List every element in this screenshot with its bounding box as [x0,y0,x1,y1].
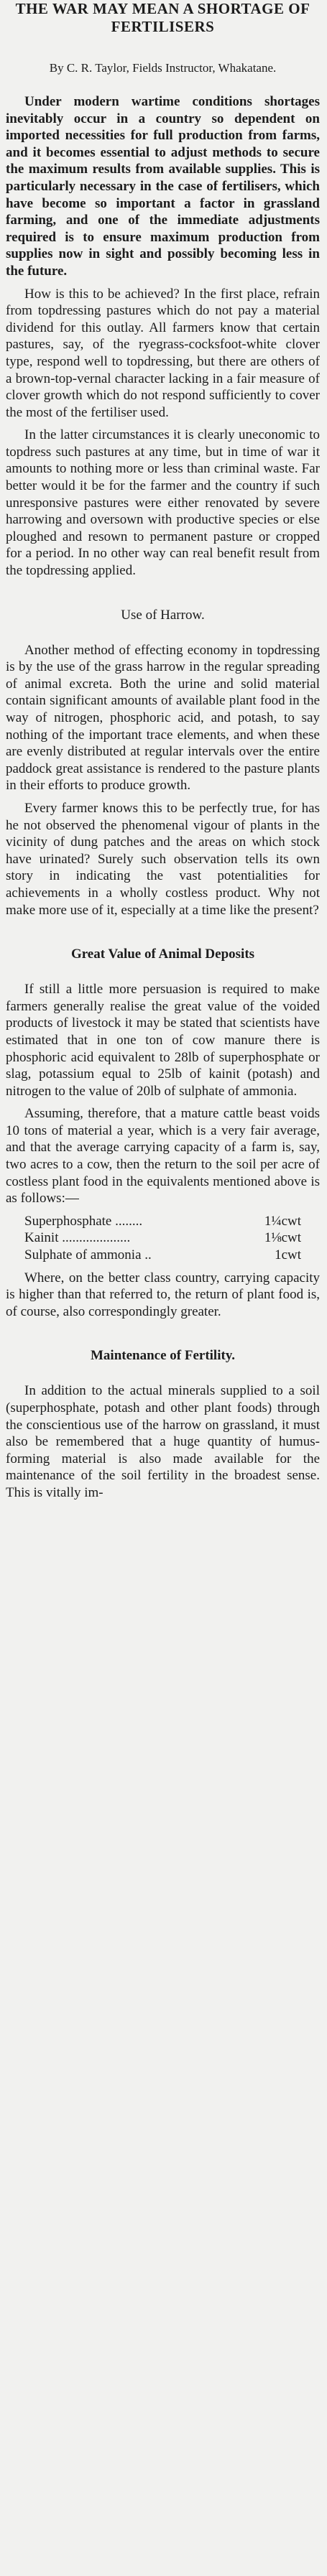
subheading-maintenance-of-fertility: Maintenance of Fertility. [90,1348,236,1364]
paragraph-3: Another method of effecting economy in topdressing is by the use of the grass harrow in the regular spreading of animal excreta. Both the urine and solid material contain significant amounts of available plant food in the way of nitrogen, phosphoric acid, and potash, to say nothing of the important trace elements, and when these are evenly distributed at regular intervals over the entire paddock great assistance is rendered to the pasture plants in their efforts to produce growth. [6,642,320,794]
table-item-value: 1⅛cwt [264,1230,301,1246]
table-item-name: Sulphate of ammonia .. [24,1247,152,1263]
table-item-value: 1¼cwt [264,1213,301,1229]
table-item-name: Superphosphate ........ [24,1213,143,1229]
table-row [6,1247,320,1264]
paragraph-6: Assuming, therefore, that a mature cattle beast voids 10 tons of material a year, which is a very fair average, and that the average carrying capacity of a farm is, say, two acres to a cow, then the return to the soil per acre of costless plant food in the equivalents mentioned above is as follows:— [6,1106,320,1206]
paragraph-8: In addition to the actual minerals supplied to a soil (superphosphate, potash and other plant foods) through the conscientious use of the harrow on grassland, it must also be remembered that a huge quantity of humus-forming material is also made available for the maintenance of the soil fertility in the broadest sense. This is vitally im- [6,1383,320,1500]
byline: By C. R. Taylor, Fields Instructor, Whakatane. [49,61,277,75]
plant-food-table [6,1213,320,1264]
intro-paragraph: Under modern wartime conditions shortages inevitably occur in a country so dependent on imported necessities for full production from farms, and it becomes essential to adjust methods to secure the maximum results from available supplies. This is particularly necessary in the case of fertilisers, which have become so important a factor in grassland farming, and one of the immediate adjustments required is to ensure maximum production from supplies now in sight and possibly becoming less in the future. [6,94,320,279]
subheading-animal-deposits: Great Value of Animal Deposits [70,947,255,962]
table-row [6,1213,320,1230]
paragraph-7: Where, on the better class country, carrying capacity is higher than that referred to, the return of plant food is, of course, also correspondingly greater. [6,1270,320,1319]
table-item-name: Kainit .................... [24,1230,131,1246]
paragraph-5: If still a little more persuasion is required to make farmers generally realise the great value of the voided products of livestock it may be stated that scientists have estimated that in one ton of cow manure there is phosphoric acid equivalent to 28lb of superphosphate or slag, potassium equal to 25lb of kainit (potash) and nitrogen to the value of 20lb of sulphate of ammonia. [6,982,320,1099]
table-item-value: 1cwt [275,1247,301,1263]
paragraph-4: Every farmer knows this to be perfectly true, for has he not observed the phenomenal vigour of plants in the vicinity of dung patches and the areas on which stock have urinated? Surely such observation tells its own story in indicating the vast potentialities for achievements in a wholly costless product. Why not make more use of it, especially at a time like the present? [6,800,320,918]
subheading-use-of-harrow: Use of Harrow. [121,607,205,623]
paragraph-2: In the latter circumstances it is clearly uneconomic to topdress such pastures at any time, but in time of war it amounts to nothing more or less than criminal waste. Far better would it be for the farmer and the country if such unresponsive pastures were either renovated by severe harrowing and oversown with productive species or else ploughed and resown to permanent pasture or cropped for a period. In no other way can real benefit result from the topdressing applied. [6,427,320,579]
article-title: THE WAR MAY MEAN A SHORTAGE OF FERTILISERS [15,0,310,35]
paragraph-1: How is this to be achieved? In the first place, refrain from topdressing pastures which do not pay a material dividend for this outlay. All farmers know that certain pastures, say, of the ryegrass-cocksfoot-white clover type, respond well to topdressing, but there are others of a brown-top-vernal character lacking in a fair measure of clover growth which do not respond sufficiently to cover the most of the fertiliser used. [6,286,320,420]
table-row [6,1229,320,1247]
